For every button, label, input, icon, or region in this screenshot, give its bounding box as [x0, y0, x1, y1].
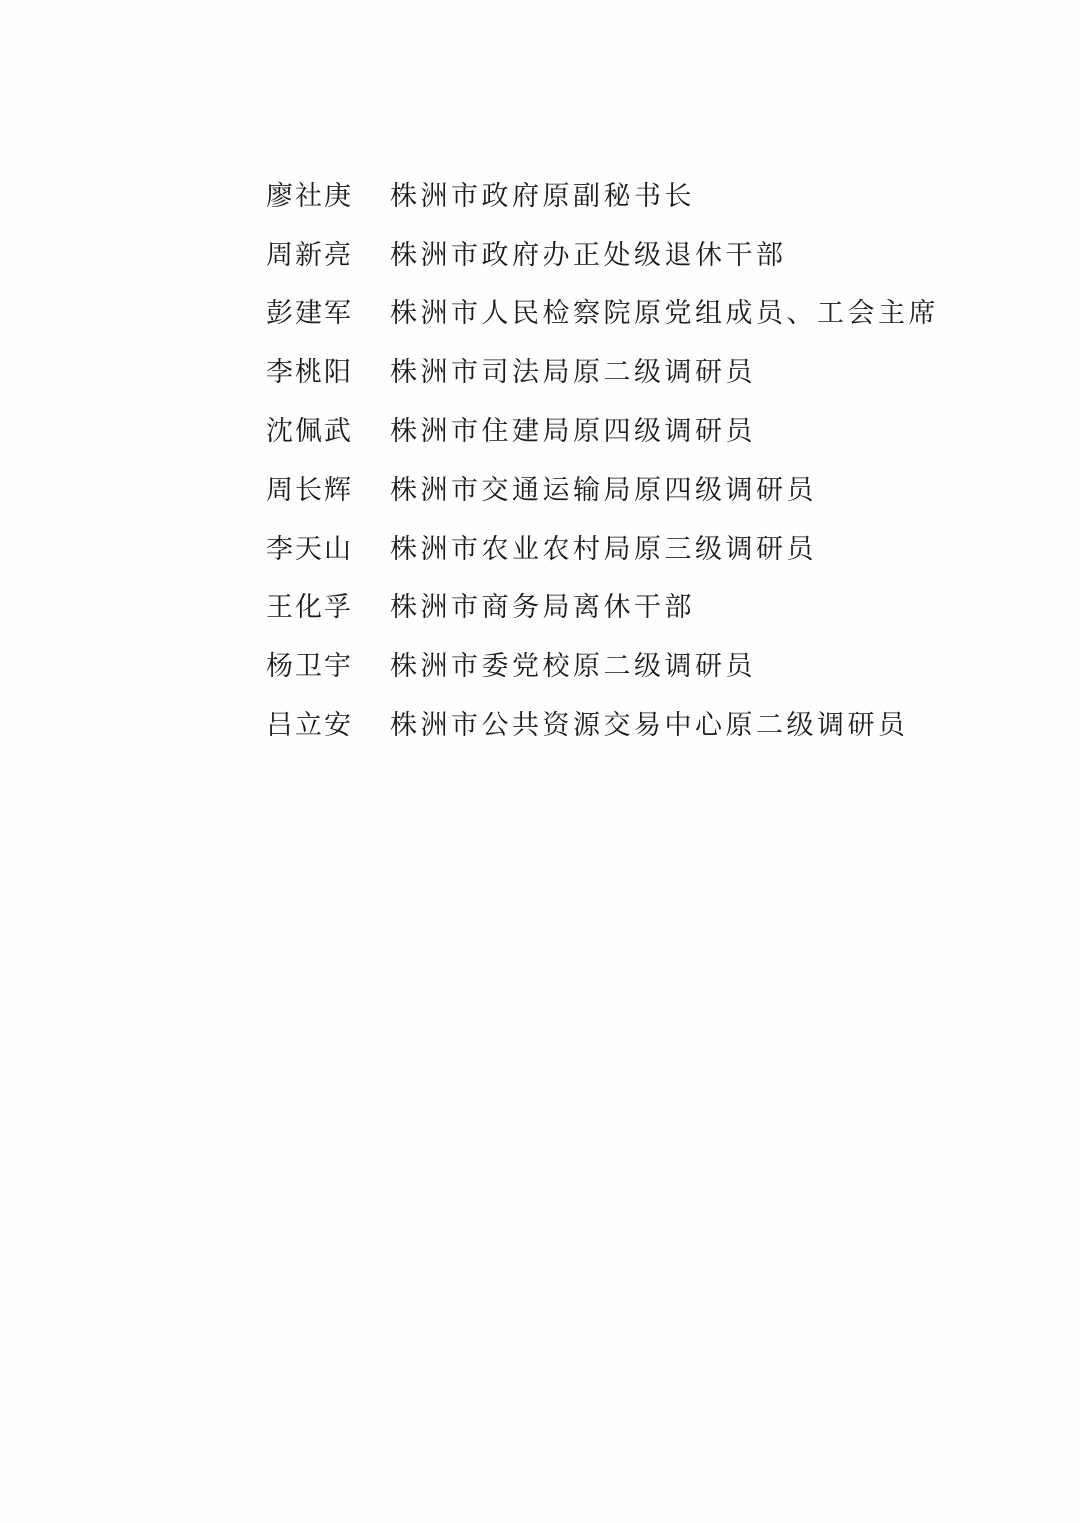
- list-item: [266, 634, 939, 693]
- person-title: 株洲市商务局离休干部: [390, 592, 695, 624]
- list-item: [266, 223, 939, 282]
- list-item: [266, 458, 939, 517]
- person-name: 吕立安: [266, 710, 353, 742]
- personnel-list: [266, 164, 939, 752]
- person-title: 株洲市人民检察院原党组成员、工会主席: [390, 298, 939, 330]
- person-title: 株洲市公共资源交易中心原二级调研员: [390, 710, 909, 742]
- person-title: 株洲市司法局原二级调研员: [390, 357, 756, 389]
- list-item: [266, 282, 939, 341]
- person-title: 株洲市住建局原四级调研员: [390, 416, 756, 448]
- list-item: [266, 576, 939, 635]
- person-name: 彭建军: [266, 298, 353, 330]
- person-name: 周长辉: [266, 474, 353, 506]
- list-item: [266, 517, 939, 576]
- person-name: 周新亮: [266, 239, 353, 271]
- list-item: [266, 693, 939, 752]
- list-item: [266, 340, 939, 399]
- person-name: 王化孚: [266, 592, 353, 624]
- list-item: [266, 164, 939, 223]
- person-name: 杨卫宇: [266, 651, 353, 683]
- list-item: [266, 399, 939, 458]
- person-title: 株洲市交通运输局原四级调研员: [390, 474, 817, 506]
- person-name: 李桃阳: [266, 357, 353, 389]
- person-name: 廖社庚: [266, 180, 353, 212]
- person-name: 沈佩武: [266, 416, 353, 448]
- person-name: 李天山: [266, 533, 353, 565]
- person-title: 株洲市政府办正处级退休干部: [390, 239, 787, 271]
- person-title: 株洲市委党校原二级调研员: [390, 651, 756, 683]
- person-title: 株洲市政府原副秘书长: [390, 180, 695, 212]
- person-title: 株洲市农业农村局原三级调研员: [390, 533, 817, 565]
